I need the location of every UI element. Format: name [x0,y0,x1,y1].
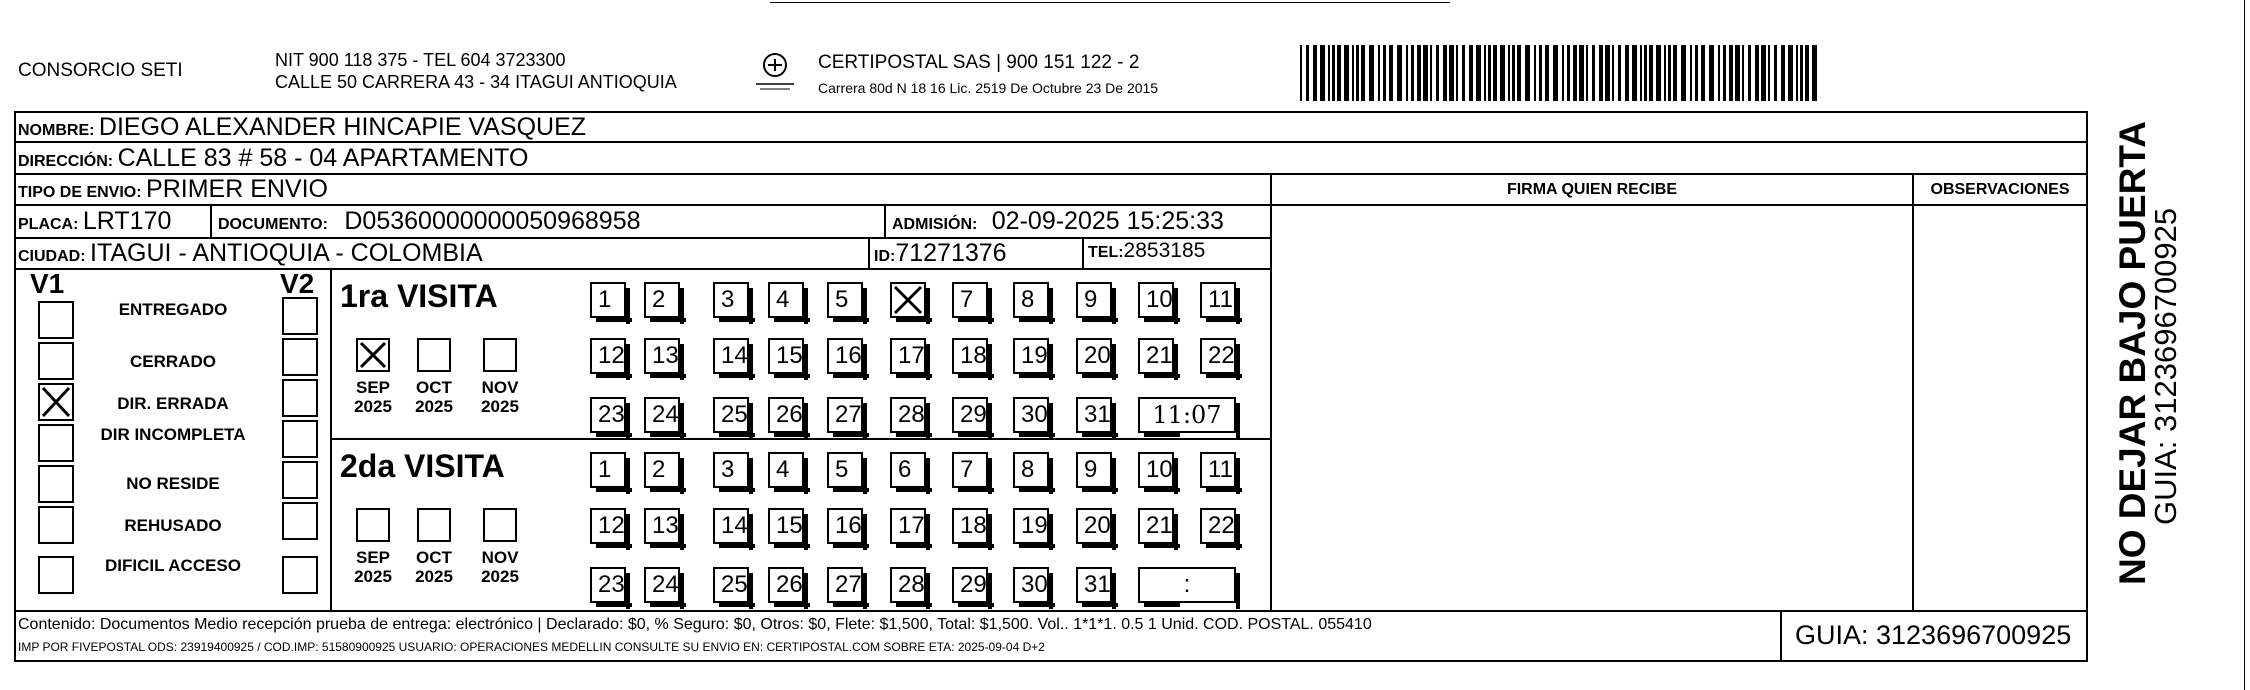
day-box-28[interactable]: 28 [890,567,926,603]
v1-checkbox[interactable] [38,424,74,462]
month-year: 2025 [354,397,392,416]
day-box-10[interactable]: 10 [1138,282,1174,318]
ciudad-value: ITAGUI - ANTIOQUIA - COLOMBIA [90,239,483,267]
day-box-12[interactable]: 12 [590,508,626,544]
month-year: 2025 [481,567,519,586]
month-label-nov [470,548,530,586]
footer-guia-divider [1780,610,1782,662]
day-box-30[interactable]: 30 [1013,397,1049,433]
v1-checkbox[interactable] [38,342,74,380]
id-cell [874,239,1007,268]
day-box-15[interactable]: 15 [768,508,804,544]
v1-checkbox[interactable] [38,506,74,544]
month-checkbox-oct[interactable] [417,508,451,542]
status-label-entregado: ENTREGADO [118,300,228,319]
month-name: SEP [355,548,391,567]
month-name: OCT [416,548,452,567]
ciudad-cell [18,239,483,268]
certipostal-line-1: CERTIPOSTAL SAS | 900 151 122 - 2 [818,52,1140,73]
day-box-18[interactable]: 18 [952,508,988,544]
day-box-20[interactable]: 20 [1076,338,1112,374]
day-box-24[interactable]: 24 [644,397,680,433]
day-box-9[interactable]: 9 [1076,452,1112,488]
direccion-value: CALLE 83 # 58 - 04 APARTAMENTO [117,144,529,172]
tel-label: TEL: [1088,244,1124,261]
day-box-22[interactable]: 22 [1200,338,1236,374]
day-box-19[interactable]: 19 [1013,338,1049,374]
admision-label: ADMISIÓN: [892,216,978,233]
day-box-15[interactable]: 15 [768,338,804,374]
line-grid-bottom [14,610,2086,612]
day-box-16[interactable]: 16 [827,338,863,374]
day-box-2[interactable]: 2 [644,452,680,488]
v1-checkbox[interactable] [38,301,74,339]
month-checkbox-oct[interactable] [417,338,451,372]
day-box-17[interactable]: 17 [890,508,926,544]
month-name: SEP [355,378,391,397]
top-border [770,2,1450,3]
day-box-16[interactable]: 16 [827,508,863,544]
admision-cell [892,207,1224,236]
status-label-cerrado: CERRADO [130,352,216,371]
day-box-13[interactable]: 13 [644,508,680,544]
nit-line-1: NIT 900 118 375 - TEL 604 3723300 [275,50,566,70]
footer-imp: IMP POR FIVEPOSTAL ODS: 23919400925 / COD.IMP: 51580900925 USUARIO: OPERACIONES MEDELLIN CONSULTE SU ENVIO EN: CERTIPOSTAL.COM SOBRE ETA: 2025-09-04 D+2 [18,640,1045,654]
day-box-3[interactable]: 3 [713,282,749,318]
firma-header: FIRMA QUIEN RECIBE [1506,181,1678,198]
right-border [2244,0,2245,690]
day-box-23[interactable]: 23 [590,397,626,433]
day-box-23[interactable]: 23 [590,567,626,603]
tipo-label: TIPO DE ENVIO: [18,184,142,201]
documento-cell [218,207,641,236]
day-box-27[interactable]: 27 [827,397,863,433]
admision-value: 02-09-2025 15:25:33 [991,207,1224,235]
placa-value: LRT170 [82,207,172,235]
day-box-11[interactable]: 11 [1200,282,1236,318]
placa-label: PLACA: [18,216,79,233]
day-box-13[interactable]: 13 [644,338,680,374]
day-box-19[interactable]: 19 [1013,508,1049,544]
day-box-28[interactable]: 28 [890,397,926,433]
day-box-2[interactable]: 2 [644,282,680,318]
day-box-30[interactable]: 30 [1013,567,1049,603]
nombre-row [18,113,586,142]
month-year: 2025 [481,397,519,416]
id-divider [868,237,870,269]
day-box-12[interactable]: 12 [590,338,626,374]
company-name: CONSORCIO SETI [18,60,183,81]
placa-divider [210,204,212,238]
day-box-8[interactable]: 8 [1013,282,1049,318]
certipostal-logo-icon [752,50,798,94]
month-year: 2025 [415,567,453,586]
day-box-25[interactable]: 25 [713,397,749,433]
day-box-14[interactable]: 14 [713,508,749,544]
barcode-icon [1300,45,1820,101]
nit-line-2: CALLE 50 CARRERA 43 - 34 ITAGUI ANTIOQUIA [275,72,677,92]
month-name: NOV [481,548,519,567]
firma-left-line [1270,173,1272,612]
day-box-8[interactable]: 8 [1013,452,1049,488]
day-box-29[interactable]: 29 [952,397,988,433]
ciudad-label: CIUDAD: [18,248,86,265]
day-box-3[interactable]: 3 [713,452,749,488]
direccion-label: DIRECCIÓN: [18,153,114,170]
no-dejar-bajo-puerta: NO DEJAR BAJO PUERTA [2112,121,2153,585]
admision-divider [884,204,886,238]
documento-value: D05360000000050968958 [344,207,641,235]
table-bottom-line [14,660,2086,662]
line-tipo-bottom [14,204,2086,206]
day-box-31[interactable]: 31 [1076,397,1112,433]
day-box-4[interactable]: 4 [768,452,804,488]
table-right-line [2086,111,2088,662]
v1-checkbox[interactable] [38,556,74,594]
v1-checkbox[interactable] [38,465,74,503]
tipo-value: PRIMER ENVIO [146,175,329,203]
v2-checkbox[interactable] [282,461,318,499]
day-box-7[interactable]: 7 [952,452,988,488]
id-value: 71271376 [895,239,1007,267]
month-label-oct [404,378,464,416]
day-box-21[interactable]: 21 [1138,338,1174,374]
v2-checkbox[interactable] [282,297,318,335]
v2-checkbox[interactable] [282,379,318,417]
day-box-31[interactable]: 31 [1076,567,1112,603]
direccion-row [18,144,528,173]
day-box-1[interactable]: 1 [590,282,626,318]
v1-label: V1 [30,268,65,299]
month-name: OCT [416,378,452,397]
month-label-sep [343,548,403,586]
visit-divider [330,438,1270,440]
month-label-sep [343,378,403,416]
day-box-1[interactable]: 1 [590,452,626,488]
v1-checkbox[interactable] [38,383,74,421]
documento-label: DOCUMENTO: [218,216,328,233]
day-box-5[interactable]: 5 [827,282,863,318]
nombre-label: NOMBRE: [18,122,95,139]
status-label-no-reside: NO RESIDE [126,474,220,493]
time-box[interactable]: 11:07 [1138,397,1236,433]
status-label-rehusado: REHUSADO [124,516,222,535]
tel-cell [1088,239,1205,263]
tipo-row [18,175,328,204]
month-checkbox-sep[interactable] [356,338,390,372]
day-box-7[interactable]: 7 [952,282,988,318]
day-box-18[interactable]: 18 [952,338,988,374]
v2-checkbox[interactable] [282,420,318,458]
month-label-oct [404,548,464,586]
day-box-21[interactable]: 21 [1138,508,1174,544]
month-checkbox-sep[interactable] [356,508,390,542]
day-box-20[interactable]: 20 [1076,508,1112,544]
month-year: 2025 [415,397,453,416]
footer-guia: GUIA: 3123696700925 [1795,620,2072,650]
certipostal-line-2: Carrera 80d N 18 16 Lic. 2519 De Octubre 23 De 2015 [818,80,1159,96]
observaciones-header: OBSERVACIONES [1930,181,2070,198]
day-box-9[interactable]: 9 [1076,282,1112,318]
v2-label: V2 [280,268,315,299]
day-box-26[interactable]: 26 [768,567,804,603]
table-left-line [14,111,16,662]
v2-checkbox[interactable] [282,338,318,376]
nombre-value: DIEGO ALEXANDER HINCAPIE VASQUEZ [98,113,587,141]
day-box-6[interactable] [890,282,926,318]
day-box-14[interactable]: 14 [713,338,749,374]
status-divider [330,268,332,612]
visit-title-1: 1ra VISITA [340,278,498,314]
id-label: ID: [874,248,896,265]
v2-checkbox[interactable] [282,502,318,540]
month-year: 2025 [354,567,392,586]
footer-contenido: Contenido: Documentos Medio recepción prueba de entrega: electrónico | Declarado: $0, % Seguro: $0, Otros: $0, Flete: $1,500, Total: $1,500. Vol.. 1*1*1. 0.5 1 Unid. COD. POSTAL. 055410 [18,616,1372,633]
day-box-6[interactable]: 6 [890,452,926,488]
month-checkbox-nov[interactable] [483,338,517,372]
day-box-17[interactable]: 17 [890,338,926,374]
v2-checkbox[interactable] [282,556,318,594]
status-label-dificil-acceso: DIFICIL ACCESO [104,556,241,575]
day-box-22[interactable]: 22 [1200,508,1236,544]
time-box[interactable]: : [1138,567,1236,603]
tel-value: 2853185 [1123,239,1206,262]
day-box-4[interactable]: 4 [768,282,804,318]
day-box-25[interactable]: 25 [713,567,749,603]
day-box-27[interactable]: 27 [827,567,863,603]
day-box-11[interactable]: 11 [1200,452,1236,488]
status-label-dir-incompleta: DIR INCOMPLETA [100,425,246,444]
side-guia: GUIA: 3123696700925 [2148,207,2183,525]
month-checkbox-nov[interactable] [483,508,517,542]
day-box-24[interactable]: 24 [644,567,680,603]
day-box-29[interactable]: 29 [952,567,988,603]
month-label-nov [470,378,530,416]
day-box-26[interactable]: 26 [768,397,804,433]
tel-divider [1082,237,1084,269]
visit-title-2: 2da VISITA [340,448,505,484]
status-label-dir-errada: DIR. ERRADA [117,394,229,413]
month-name: NOV [481,378,519,397]
day-box-5[interactable]: 5 [827,452,863,488]
placa-cell [18,207,171,236]
obs-left-line [1912,173,1914,612]
day-box-10[interactable]: 10 [1138,452,1174,488]
